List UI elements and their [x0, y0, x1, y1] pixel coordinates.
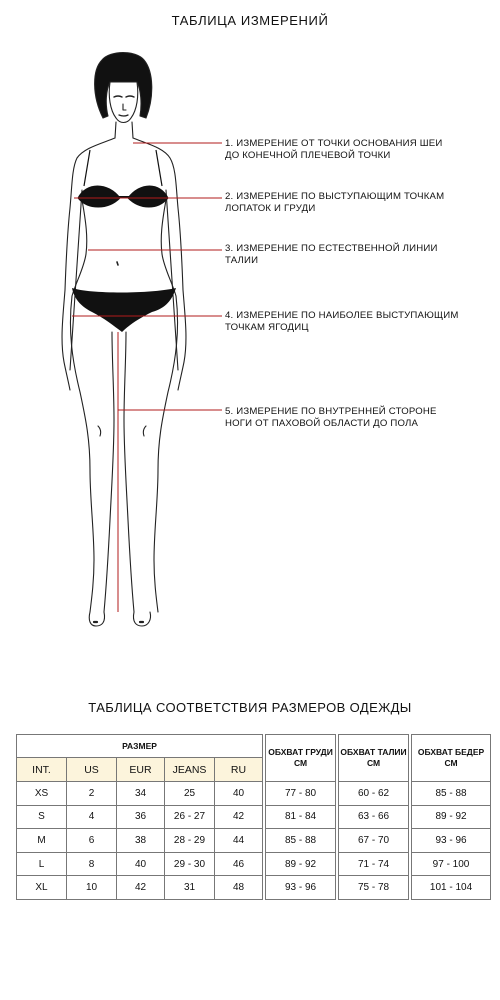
- left-leg: [70, 296, 94, 612]
- table-cell: 38: [117, 829, 165, 853]
- left-arm: [62, 138, 115, 390]
- neck: [115, 122, 133, 138]
- header-us: US: [67, 758, 117, 782]
- table-cell: 85 - 88: [412, 782, 491, 806]
- note-3-line-1: 3. ИЗМЕРЕНИЕ ПО ЕСТЕСТВЕННОЙ ЛИНИИ: [225, 243, 438, 254]
- size-group-header: РАЗМЕР: [17, 735, 263, 758]
- table-cell: 101 - 104: [412, 876, 491, 900]
- table-cell: 89 - 92: [412, 805, 491, 829]
- table-cell: L: [17, 852, 67, 876]
- right-arm: [133, 138, 186, 390]
- table-cell: 34: [117, 782, 165, 806]
- table-cell: 2: [67, 782, 117, 806]
- note-1-line-2: ДО КОНЕЧНОЙ ПЛЕЧЕВОЙ ТОЧКИ: [225, 150, 391, 162]
- note-2-line-1: 2. ИЗМЕРЕНИЕ ПО ВЫСТУПАЮЩИМ ТОЧКАМ: [225, 191, 445, 202]
- note-5-line-1: 5. ИЗМЕРЕНИЕ ПО ВНУТРЕННЕЙ СТОРОНЕ: [225, 406, 437, 417]
- table-cell: S: [17, 805, 67, 829]
- header-int: INT.: [17, 758, 67, 782]
- table-cell: 29 - 30: [165, 852, 215, 876]
- table-cell: 60 - 62: [339, 782, 409, 806]
- header-jeans: JEANS: [165, 758, 215, 782]
- table-cell: 31: [165, 876, 215, 900]
- note-1-line-1: 1. ИЗМЕРЕНИЕ ОТ ТОЧКИ ОСНОВАНИЯ ШЕИ: [225, 138, 443, 149]
- header-ru: RU: [215, 758, 263, 782]
- table-cell: XS: [17, 782, 67, 806]
- table-cell: 6: [67, 829, 117, 853]
- table-cell: 40: [117, 852, 165, 876]
- table-cell: XL: [17, 876, 67, 900]
- note-1: [225, 138, 485, 163]
- table-cell: 67 - 70: [339, 829, 409, 853]
- table-row: [17, 829, 491, 853]
- header-eur: EUR: [117, 758, 165, 782]
- note-4-line-2: ТОЧКАМ ЯГОДИЦ: [225, 322, 309, 334]
- note-4: [225, 310, 485, 335]
- note-3: [225, 243, 485, 268]
- table-cell: 40: [215, 782, 263, 806]
- table-row: [17, 876, 491, 900]
- table-row: [17, 805, 491, 829]
- table-cell: 42: [117, 876, 165, 900]
- table-cell: 25: [165, 782, 215, 806]
- table-cell: 81 - 84: [266, 805, 336, 829]
- table-cell: 28 - 29: [165, 829, 215, 853]
- right-leg: [154, 296, 178, 612]
- table-cell: 71 - 74: [339, 852, 409, 876]
- table-row: [17, 782, 491, 806]
- table-cell: 8: [67, 852, 117, 876]
- table-cell: 48: [215, 876, 263, 900]
- table-cell: 4: [67, 805, 117, 829]
- table-cell: 97 - 100: [412, 852, 491, 876]
- note-4-line-1: 4. ИЗМЕРЕНИЕ ПО НАИБОЛЕЕ ВЫСТУПАЮЩИМ: [225, 310, 459, 321]
- table-cell: M: [17, 829, 67, 853]
- table-cell: 85 - 88: [266, 829, 336, 853]
- table-cell: 63 - 66: [339, 805, 409, 829]
- header-waist: ОБХВАТ ТАЛИИ СМ: [339, 735, 409, 782]
- note-3-line-2: ТАЛИИ: [225, 255, 259, 267]
- table-cell: 75 - 78: [339, 876, 409, 900]
- table-cell: 42: [215, 805, 263, 829]
- table-cell: 26 - 27: [165, 805, 215, 829]
- note-2-line-2: ЛОПАТОК И ГРУДИ: [225, 203, 316, 215]
- table-cell: 93 - 96: [266, 876, 336, 900]
- table-row: [17, 852, 491, 876]
- size-table: [16, 734, 491, 900]
- page-title: ТАБЛИЦА ИЗМЕРЕНИЙ: [171, 13, 329, 28]
- note-5: [225, 406, 485, 431]
- table-cell: 10: [67, 876, 117, 900]
- briefs: [72, 288, 176, 332]
- table-cell: 44: [215, 829, 263, 853]
- table-cell: 89 - 92: [266, 852, 336, 876]
- table-cell: 46: [215, 852, 263, 876]
- table-cell: 93 - 96: [412, 829, 491, 853]
- table-cell: 36: [117, 805, 165, 829]
- note-5-line-2: НОГИ ОТ ПАХОВОЙ ОБЛАСТИ ДО ПОЛА: [225, 418, 419, 430]
- size-table-title: ТАБЛИЦА СООТВЕТСТВИЯ РАЗМЕРОВ ОДЕЖДЫ: [88, 700, 412, 715]
- header-chest: ОБХВАТ ГРУДИ СМ: [266, 735, 336, 782]
- table-cell: 77 - 80: [266, 782, 336, 806]
- note-2: [225, 191, 485, 216]
- header-hips: ОБХВАТ БЕДЕР СМ: [412, 735, 491, 782]
